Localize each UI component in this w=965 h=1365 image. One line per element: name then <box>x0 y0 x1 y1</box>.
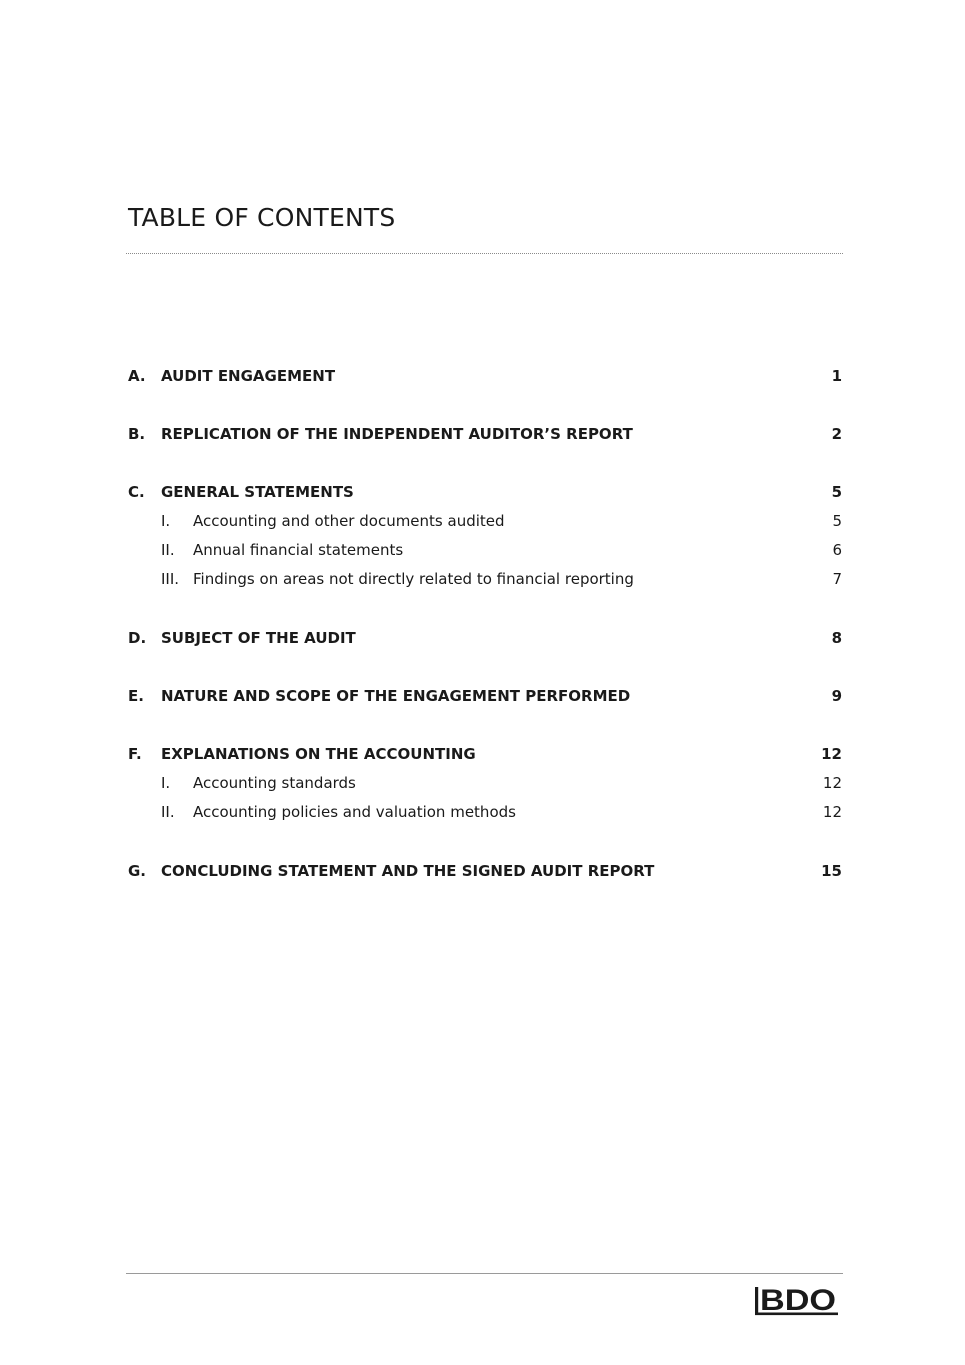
toc-entry-d[interactable] <box>128 627 842 649</box>
toc-entry-label: Accounting policies and valuation methods <box>193 803 516 821</box>
toc-entry-label: GENERAL STATEMENTS <box>161 483 354 501</box>
toc-entry-a[interactable] <box>128 365 842 387</box>
toc-entry-page: 2 <box>831 425 842 443</box>
toc-entry-number: D. <box>128 629 147 647</box>
toc-entry-c-i[interactable] <box>128 510 842 532</box>
toc-entry-f-ii[interactable] <box>128 801 842 823</box>
toc-entry-label: SUBJECT OF THE AUDIT <box>161 629 356 647</box>
toc-entry-label: Accounting and other documents audited <box>193 512 505 530</box>
toc-entry-number: I. <box>161 512 171 530</box>
toc-entry-page: 7 <box>832 570 842 588</box>
toc-entry-page: 8 <box>831 629 842 647</box>
toc-entry-label: Annual financial statements <box>193 541 404 559</box>
toc-entry-number: E. <box>128 687 144 705</box>
toc-entry-page: 9 <box>831 687 842 705</box>
toc-entry-c-iii[interactable] <box>128 568 842 590</box>
page-title: TABLE OF CONTENTS <box>128 203 396 232</box>
toc-entry-page: 15 <box>821 862 842 880</box>
toc-entry-label: CONCLUDING STATEMENT AND THE SIGNED AUDIT REPORT <box>161 862 655 880</box>
toc-entry-number: C. <box>128 483 145 501</box>
toc-entry-label: NATURE AND SCOPE OF THE ENGAGEMENT PERFORMED <box>161 687 631 705</box>
bdo-logo-icon <box>754 1284 840 1318</box>
footer-divider <box>126 1273 843 1274</box>
toc-entry-number: F. <box>128 745 142 763</box>
toc-entry-g[interactable] <box>128 860 842 882</box>
toc-entry-page: 12 <box>822 774 842 792</box>
toc-entry-number: II. <box>161 803 175 821</box>
bdo-logo-text: BDO <box>760 1284 836 1317</box>
toc-entry-label: REPLICATION OF THE INDEPENDENT AUDITOR’S REPORT <box>161 425 633 443</box>
toc-entry-label: AUDIT ENGAGEMENT <box>161 367 336 385</box>
toc-entry-page: 6 <box>832 541 842 559</box>
toc-entry-e[interactable] <box>128 685 842 707</box>
toc-entry-page: 5 <box>831 483 842 501</box>
toc-entry-f[interactable] <box>128 743 842 765</box>
toc-entry-b[interactable] <box>128 423 842 445</box>
toc-entry-label: Accounting standards <box>193 774 356 792</box>
toc-entry-page: 1 <box>831 367 842 385</box>
toc-entry-label: EXPLANATIONS ON THE ACCOUNTING <box>161 745 476 763</box>
toc-entry-c[interactable] <box>128 481 842 503</box>
toc-entry-number: I. <box>161 774 171 792</box>
toc-entry-page: 12 <box>822 803 842 821</box>
toc-entry-number: III. <box>161 570 180 588</box>
toc-entry-number: B. <box>128 425 146 443</box>
toc-entry-number: A. <box>128 367 146 385</box>
toc-entry-number: G. <box>128 862 147 880</box>
toc-entry-number: II. <box>161 541 175 559</box>
toc-entry-label: Findings on areas not directly related to financial reporting <box>193 570 634 588</box>
toc-entry-f-i[interactable] <box>128 772 842 794</box>
toc-entry-page: 5 <box>832 512 842 530</box>
table-of-contents <box>128 0 842 1365</box>
toc-entry-c-ii[interactable] <box>128 539 842 561</box>
toc-entry-page: 12 <box>821 745 842 763</box>
